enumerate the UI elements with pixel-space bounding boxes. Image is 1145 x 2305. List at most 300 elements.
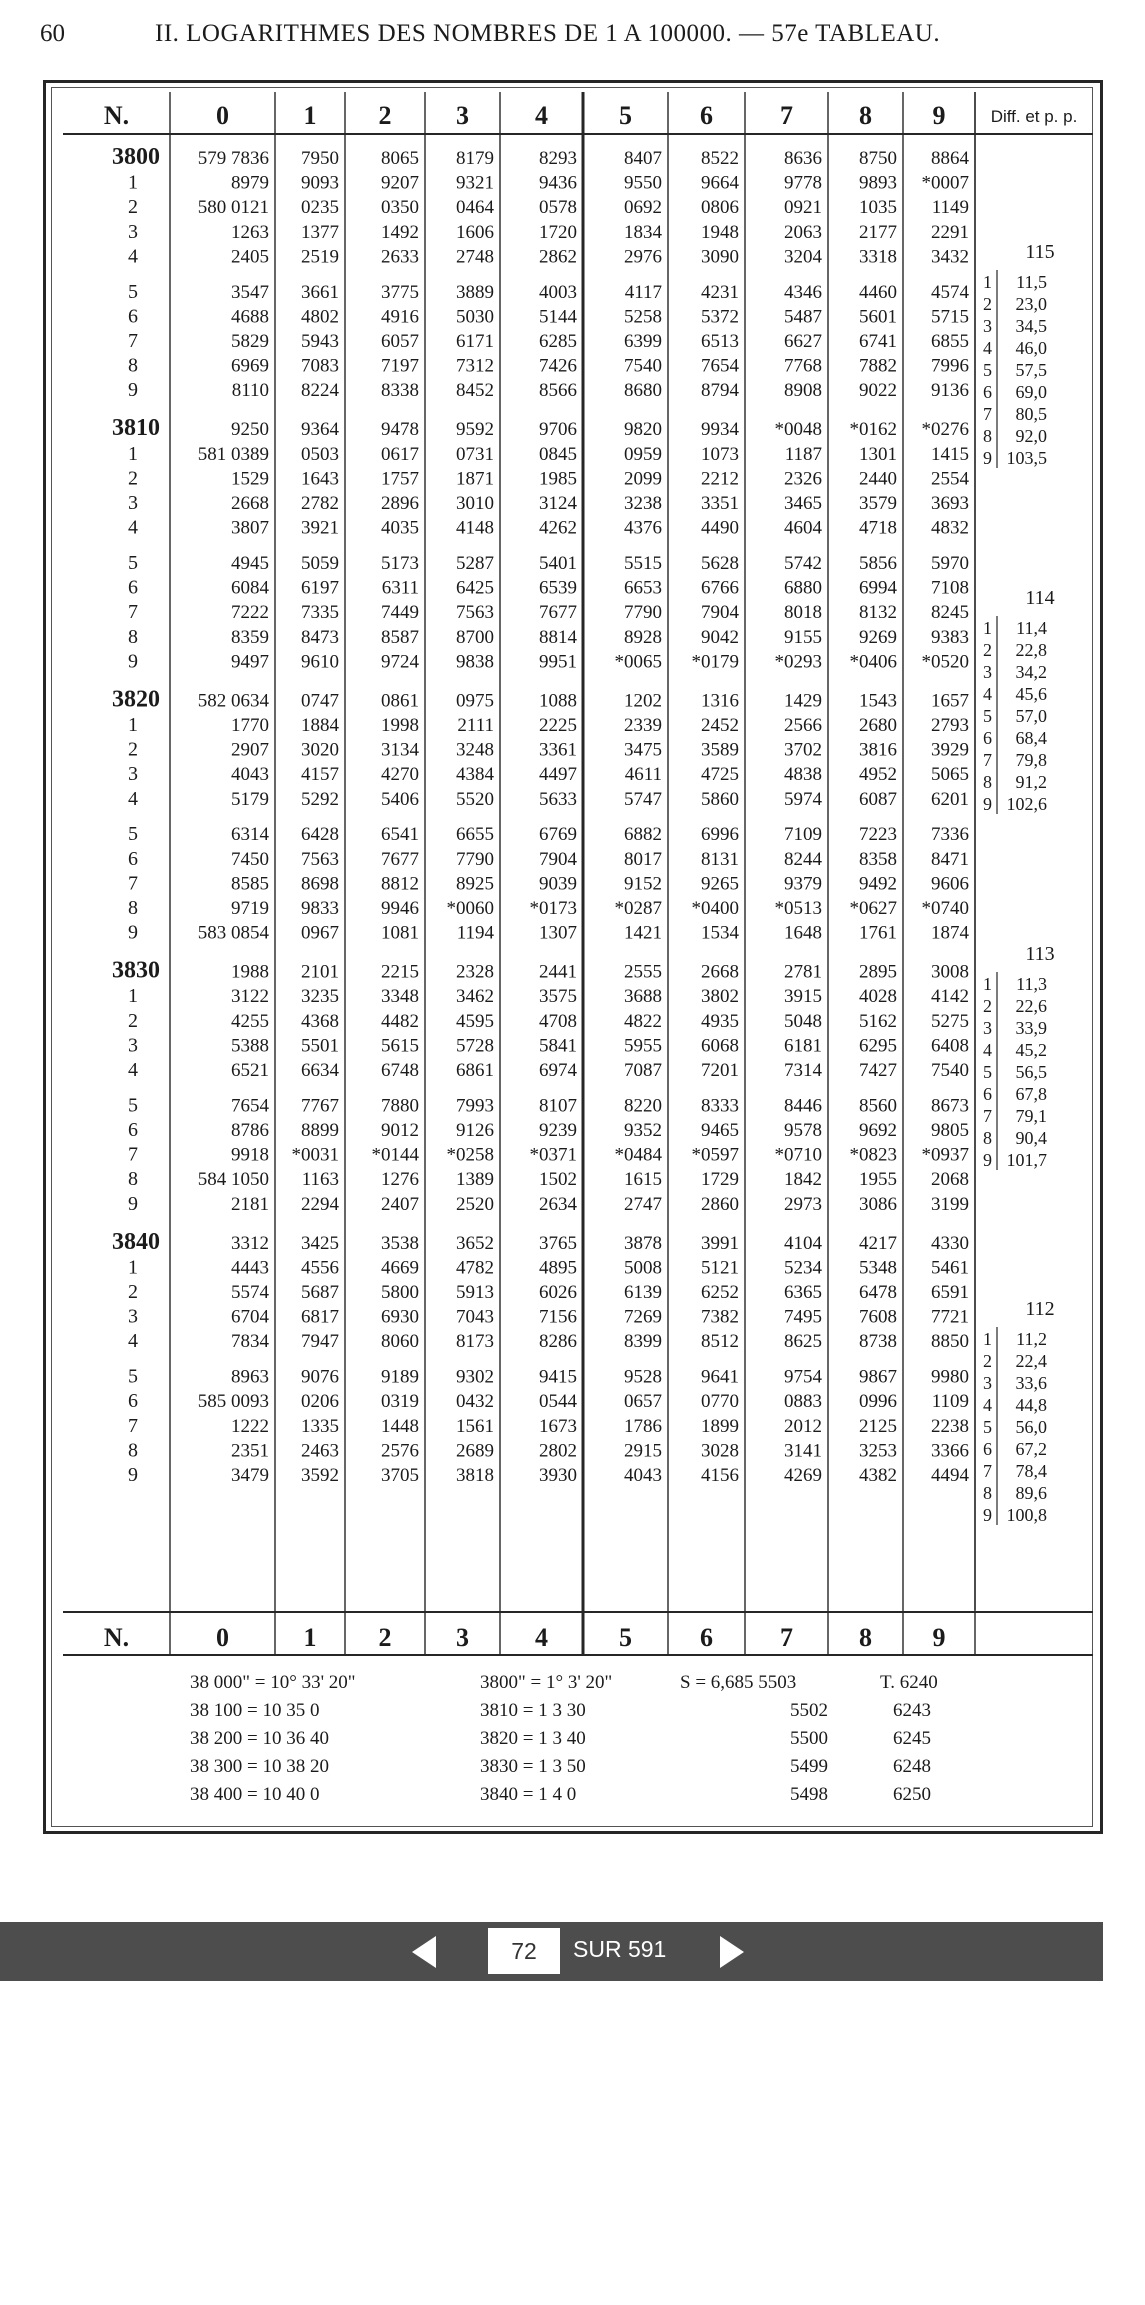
table-cell: 4574: [931, 281, 969, 303]
row-number: 1: [128, 1256, 138, 1279]
table-cell: *0144: [371, 1144, 419, 1166]
table-cell: 8560: [859, 1095, 897, 1117]
table-cell: 2747: [624, 1193, 662, 1215]
table-cell: *0400: [691, 898, 739, 919]
proportional-parts-difference: 115: [1025, 241, 1055, 263]
table-cell: 4443: [231, 1257, 269, 1279]
table-cell: 2634: [539, 1193, 577, 1215]
table-cell: 8224: [301, 380, 339, 402]
table-cell: 0657: [624, 1391, 662, 1413]
table-cell: 1606: [456, 221, 494, 243]
table-cell: 580 0121: [197, 197, 269, 219]
table-cell: 4217: [859, 1232, 897, 1254]
proportional-part-value: 45,2: [1015, 1040, 1047, 1060]
table-cell: 8452: [456, 380, 494, 402]
table-cell: 2973: [784, 1193, 822, 1215]
table-cell: 4376: [624, 517, 662, 539]
table-cell: 9189: [381, 1366, 419, 1388]
table-cell: 6634: [301, 1060, 339, 1081]
table-cell: 8700: [456, 626, 494, 648]
table-cell: 5121: [701, 1257, 739, 1279]
table-cell: 1502: [539, 1169, 577, 1191]
proportional-part-digit: 4: [983, 1395, 992, 1415]
proportional-part-digit: 4: [983, 1040, 992, 1060]
table-cell: 3134: [381, 739, 419, 761]
table-cell: 8244: [784, 848, 822, 870]
table-cell: 6969: [231, 355, 269, 377]
table-cell: 1316: [701, 690, 739, 712]
table-cell: 1955: [859, 1169, 897, 1191]
table-cell: 2782: [301, 493, 339, 514]
footnote-t-value-2: 6245: [893, 1728, 931, 1749]
table-cell: 3661: [301, 281, 339, 303]
row-number: 6: [128, 305, 138, 328]
table-cell: *0627: [849, 898, 897, 919]
table-cell: 3775: [381, 281, 419, 303]
table-cell: 8107: [539, 1095, 577, 1117]
table-cell: 4945: [231, 553, 269, 574]
table-cell: 3930: [539, 1465, 577, 1486]
footnote-mid-1: 3810 = 1 3 30: [480, 1700, 586, 1721]
table-cell: 2976: [624, 246, 662, 268]
table-cell: 7677: [539, 602, 577, 624]
table-cell: 5728: [456, 1035, 494, 1057]
table-cell: 4156: [701, 1465, 739, 1486]
row-number-main: 3820: [112, 686, 160, 713]
table-cell: 1377: [301, 221, 339, 243]
footnote-s-value-1: 5500: [790, 1728, 828, 1749]
proportional-part-value: 45,6: [1015, 684, 1047, 704]
table-cell: 5829: [231, 331, 269, 352]
table-cell: 2748: [456, 246, 494, 268]
table-cell: 4822: [624, 1010, 662, 1032]
table-cell: 4895: [539, 1257, 577, 1279]
table-cell: 6513: [701, 331, 739, 352]
table-cell: 4346: [784, 281, 822, 303]
table-cell: 0235: [301, 197, 339, 219]
table-cell: 8065: [381, 148, 419, 169]
table-cell: *0007: [921, 172, 969, 194]
row-number: 7: [128, 1414, 138, 1437]
proportional-part-digit: 5: [983, 1417, 992, 1437]
table-cell: 1222: [231, 1415, 269, 1437]
table-cell: 581 0389: [197, 443, 269, 465]
proportional-part-value: 90,4: [1015, 1128, 1047, 1148]
proportional-part-digit: 2: [983, 996, 992, 1016]
table-cell: 7201: [701, 1060, 739, 1081]
proportional-part-value: 46,0: [1015, 338, 1047, 358]
table-cell: 2238: [931, 1415, 969, 1437]
table-cell: 3693: [931, 493, 969, 514]
table-cell: *0065: [614, 651, 662, 673]
table-cell: 6521: [231, 1060, 269, 1081]
table-cell: 5515: [624, 553, 662, 574]
table-cell: 5742: [784, 553, 822, 574]
table-cell: 2896: [381, 493, 419, 514]
table-cell: 7880: [381, 1095, 419, 1117]
proportional-part-value: 56,5: [1015, 1062, 1047, 1082]
row-number: 1: [128, 171, 138, 194]
footnote-left-4: 38 400 = 10 40 0: [190, 1784, 320, 1805]
table-cell: 8750: [859, 148, 897, 169]
table-cell: 8473: [301, 626, 339, 648]
table-cell: 2177: [859, 221, 897, 243]
table-cell: 2463: [301, 1440, 339, 1462]
table-cell: 8625: [784, 1331, 822, 1353]
table-cell: 3020: [301, 739, 339, 761]
proportional-part-digit: 5: [983, 360, 992, 380]
table-cell: 5970: [931, 553, 969, 574]
proportional-part-value: 101,7: [1006, 1150, 1047, 1170]
table-cell: 4269: [784, 1465, 822, 1486]
table-cell: 7269: [624, 1306, 662, 1328]
column-header-2: 1: [303, 101, 317, 130]
table-cell: 2063: [784, 221, 822, 243]
row-number: 6: [128, 1119, 138, 1141]
table-cell: 3366: [931, 1440, 969, 1462]
table-cell: 4043: [231, 764, 269, 786]
table-cell: 7312: [456, 355, 494, 377]
footer-column-header-9: 8: [859, 1623, 872, 1652]
proportional-part-value: 11,5: [1016, 272, 1047, 292]
table-cell: 9719: [231, 898, 269, 919]
table-cell: 8293: [539, 148, 577, 169]
table-cell: *0484: [614, 1144, 662, 1166]
table-cell: 8399: [624, 1331, 662, 1353]
table-cell: 9239: [539, 1120, 577, 1141]
table-cell: *0048: [774, 419, 822, 441]
page-number-input[interactable]: [488, 1928, 560, 1974]
table-cell: 9478: [381, 419, 419, 441]
row-number: 2: [128, 196, 138, 219]
table-cell: 4003: [539, 281, 577, 303]
table-cell: 0845: [539, 443, 577, 465]
table-cell: 4832: [931, 517, 969, 539]
table-cell: 8110: [231, 380, 269, 402]
table-cell: 2101: [301, 961, 339, 983]
proportional-part-value: 23,0: [1015, 294, 1047, 314]
table-cell: 2554: [931, 468, 969, 490]
table-cell: 9606: [931, 873, 969, 895]
table-cell: 3312: [231, 1232, 269, 1254]
table-cell: 8928: [624, 626, 662, 648]
table-cell: 6655: [456, 824, 494, 846]
table-cell: 3929: [931, 739, 969, 761]
table-cell: 4460: [859, 281, 897, 303]
proportional-part-digit: 2: [983, 1351, 992, 1371]
proportional-part-digit: 1: [983, 618, 992, 638]
table-cell: 9155: [784, 626, 822, 648]
table-cell: 6139: [624, 1282, 662, 1303]
row-number: 5: [128, 1094, 138, 1117]
table-cell: 3807: [231, 517, 269, 539]
table-cell: 585 0093: [197, 1391, 269, 1413]
proportional-part-digit: 7: [983, 1106, 992, 1126]
row-number: 8: [128, 625, 138, 648]
row-number: 9: [128, 1192, 138, 1215]
proportional-part-digit: 3: [983, 1018, 992, 1038]
table-cell: 5943: [301, 331, 339, 352]
table-cell: 4838: [784, 764, 822, 786]
table-cell: 9497: [231, 651, 269, 673]
table-cell: 3122: [231, 986, 269, 1008]
table-cell: 5234: [784, 1257, 822, 1279]
table-cell: 4231: [701, 281, 739, 303]
table-cell: 6311: [381, 577, 419, 599]
table-cell: 4384: [456, 764, 494, 786]
table-cell: 7336: [931, 824, 969, 846]
table-cell: 1770: [231, 715, 269, 736]
table-cell: 7790: [456, 848, 494, 870]
footnote-mid-0: 3800" = 1° 3' 20": [480, 1672, 613, 1693]
table-cell: 3351: [701, 493, 739, 514]
footer-column-header-5: 4: [535, 1623, 548, 1652]
table-cell: 3592: [301, 1465, 339, 1486]
table-cell: *0173: [529, 898, 577, 919]
table-cell: 0319: [381, 1391, 419, 1413]
table-cell: 3538: [381, 1232, 419, 1254]
table-cell: *0937: [921, 1144, 969, 1166]
table-cell: 6994: [859, 577, 897, 599]
table-cell: 3475: [624, 739, 662, 761]
table-cell: 9528: [624, 1366, 662, 1388]
table-cell: 7083: [301, 355, 339, 377]
footnote-s-label: S = 6,685 5503: [680, 1672, 797, 1693]
table-cell: 7904: [701, 602, 739, 624]
table-cell: 2793: [931, 715, 969, 736]
table-cell: 0206: [301, 1391, 339, 1413]
table-cell: 1786: [624, 1415, 662, 1437]
table-cell: 5974: [784, 788, 822, 810]
table-cell: 6653: [624, 577, 662, 599]
previous-page-icon[interactable]: [412, 1936, 436, 1968]
table-cell: 2860: [701, 1193, 739, 1215]
table-cell: 8680: [624, 380, 662, 402]
table-cell: 3465: [784, 493, 822, 514]
table-cell: 4117: [624, 281, 662, 303]
table-cell: 7222: [231, 602, 269, 624]
table-cell: 3652: [456, 1232, 494, 1254]
table-cell: 6057: [381, 331, 419, 352]
table-cell: 2689: [456, 1440, 494, 1462]
proportional-part-digit: 3: [983, 316, 992, 336]
table-cell: 6704: [231, 1306, 269, 1328]
proportional-parts-difference: 113: [1025, 943, 1055, 965]
table-cell: 1163: [301, 1169, 339, 1191]
proportional-part-value: 56,0: [1015, 1417, 1047, 1437]
table-cell: 3818: [456, 1465, 494, 1486]
column-header-4: 3: [456, 101, 469, 130]
row-number: 6: [128, 576, 138, 599]
table-cell: 582 0634: [197, 690, 269, 712]
footnote-s-value-0: 5502: [790, 1700, 828, 1721]
table-cell: 2405: [231, 246, 269, 268]
table-cell: 1335: [301, 1415, 339, 1437]
proportional-part-value: 102,6: [1006, 794, 1047, 814]
table-cell: 7996: [931, 355, 969, 377]
table-cell: 5520: [456, 788, 494, 810]
table-cell: *0740: [921, 898, 969, 919]
proportional-part-value: 79,8: [1015, 750, 1047, 770]
table-cell: 9833: [301, 898, 339, 919]
table-cell: 6181: [784, 1035, 822, 1057]
table-cell: *0258: [446, 1144, 494, 1166]
footer-column-header-4: 3: [456, 1623, 469, 1652]
table-cell: 4782: [456, 1257, 494, 1279]
table-cell: 9724: [381, 651, 419, 673]
proportional-part-value: 57,0: [1015, 706, 1047, 726]
row-number: 9: [128, 1464, 138, 1486]
row-number: 8: [128, 354, 138, 377]
table-cell: 3124: [539, 493, 577, 514]
proportional-part-value: 22,8: [1015, 640, 1047, 660]
table-cell: 4382: [859, 1465, 897, 1486]
proportional-part-value: 22,6: [1015, 996, 1047, 1016]
table-cell: 9805: [931, 1120, 969, 1141]
table-cell: 4255: [231, 1010, 269, 1032]
table-cell: 1415: [931, 443, 969, 465]
table-cell: 3462: [456, 986, 494, 1008]
table-cell: 0996: [859, 1391, 897, 1413]
table-cell: 1871: [456, 468, 494, 490]
row-number: 5: [128, 552, 138, 574]
table-cell: 7197: [381, 355, 419, 377]
table-cell: 6627: [784, 331, 822, 352]
table-cell: 4725: [701, 764, 739, 786]
table-cell: 2125: [859, 1415, 897, 1437]
table-cell: *0276: [921, 419, 969, 441]
table-cell: 3090: [701, 246, 739, 268]
row-number: 8: [128, 1439, 138, 1462]
table-cell: 7223: [859, 824, 897, 846]
table-cell: 0617: [381, 443, 419, 465]
footer-column-header-10: 9: [932, 1623, 946, 1652]
table-cell: 1643: [301, 468, 339, 490]
table-cell: 9012: [381, 1120, 419, 1141]
table-cell: 9269: [859, 626, 897, 648]
table-cell: 0503: [301, 443, 339, 465]
table-cell: 1757: [381, 468, 419, 490]
next-page-icon[interactable]: [720, 1936, 744, 1968]
table-cell: 5601: [859, 306, 897, 328]
table-cell: 2068: [931, 1169, 969, 1191]
table-cell: 9042: [701, 626, 739, 648]
proportional-part-value: 34,2: [1015, 662, 1047, 682]
table-cell: 0921: [784, 197, 822, 219]
table-cell: 5628: [701, 553, 739, 574]
table-cell: 9465: [701, 1120, 739, 1141]
table-cell: 1834: [624, 221, 662, 243]
proportional-part-digit: 7: [983, 750, 992, 770]
table-cell: *0371: [529, 1144, 577, 1166]
table-cell: 9152: [624, 873, 662, 895]
table-cell: 583 0854: [197, 922, 269, 944]
table-cell: 1389: [456, 1169, 494, 1191]
proportional-part-value: 34,5: [1015, 316, 1047, 336]
footnote-left-1: 38 100 = 10 35 0: [190, 1700, 320, 1721]
table-cell: 3010: [456, 493, 494, 514]
table-cell: 6478: [859, 1282, 897, 1303]
table-cell: 1421: [624, 922, 662, 944]
table-cell: 7450: [231, 848, 269, 870]
table-cell: 6399: [624, 331, 662, 352]
proportional-part-digit: 7: [983, 404, 992, 424]
table-cell: 8132: [859, 602, 897, 624]
footnotes: [190, 1672, 1090, 1822]
table-cell: 6930: [381, 1306, 419, 1328]
table-cell: 1492: [381, 221, 419, 243]
table-cell: 7540: [931, 1060, 969, 1081]
table-cell: *0293: [774, 651, 822, 673]
proportional-part-digit: 5: [983, 706, 992, 726]
proportional-part-value: 67,8: [1015, 1084, 1047, 1104]
table-cell: 6068: [701, 1035, 739, 1057]
page-total-label: SUR 591: [573, 1936, 667, 1962]
proportional-part-value: 68,4: [1015, 728, 1047, 748]
table-cell: 3008: [931, 961, 969, 983]
table-cell: 1448: [381, 1415, 419, 1437]
table-cell: 4148: [456, 517, 494, 539]
table-cell: 8587: [381, 626, 419, 648]
table-cell: 9692: [859, 1120, 897, 1141]
table-cell: 3235: [301, 986, 339, 1008]
table-cell: 5287: [456, 553, 494, 574]
proportional-part-value: 69,0: [1015, 382, 1047, 402]
row-number: 2: [128, 738, 138, 761]
table-cell: 2351: [231, 1440, 269, 1462]
table-cell: 4952: [859, 764, 897, 786]
table-cell: 6880: [784, 577, 822, 599]
table-cell: 2907: [231, 739, 269, 761]
table-cell: 5348: [859, 1257, 897, 1279]
table-cell: *0823: [849, 1144, 897, 1166]
table-cell: 3589: [701, 739, 739, 761]
table-cell: 7563: [301, 848, 339, 870]
table-cell: 2519: [301, 246, 339, 268]
table-cell: 9820: [624, 419, 662, 441]
footnote-left-2: 38 200 = 10 36 40: [190, 1728, 329, 1749]
footnote-mid-3: 3830 = 1 3 50: [480, 1756, 586, 1777]
table-cell: 9136: [931, 380, 969, 402]
table-cell: 7335: [301, 602, 339, 624]
table-cell: 2294: [301, 1193, 339, 1215]
proportional-parts-difference: 114: [1025, 587, 1055, 609]
proportional-part-value: 22,4: [1015, 1351, 1047, 1371]
table-cell: 9039: [539, 873, 577, 895]
footnote-t-value-4: 6250: [893, 1784, 931, 1805]
table-cell: 5715: [931, 306, 969, 328]
table-cell: 9093: [301, 172, 339, 194]
pagination-bar: [0, 1922, 1103, 1981]
row-number: 9: [128, 650, 138, 673]
table-cell: *0179: [691, 651, 739, 673]
table-cell: 7993: [456, 1095, 494, 1117]
proportional-part-value: 11,2: [1016, 1329, 1047, 1349]
table-cell: *0060: [446, 898, 494, 919]
table-cell: 4916: [381, 306, 419, 328]
table-cell: 8017: [624, 848, 662, 870]
proportional-part-digit: 3: [983, 662, 992, 682]
row-number: 7: [128, 601, 138, 624]
row-number: 2: [128, 1009, 138, 1032]
table-cell: 1842: [784, 1169, 822, 1191]
row-number: 9: [128, 379, 138, 402]
table-cell: 8220: [624, 1095, 662, 1117]
table-cell: 8925: [456, 873, 494, 895]
table-cell: 8864: [931, 148, 969, 169]
footnote-t-value-3: 6248: [893, 1756, 931, 1777]
table-cell: 4497: [539, 764, 577, 786]
